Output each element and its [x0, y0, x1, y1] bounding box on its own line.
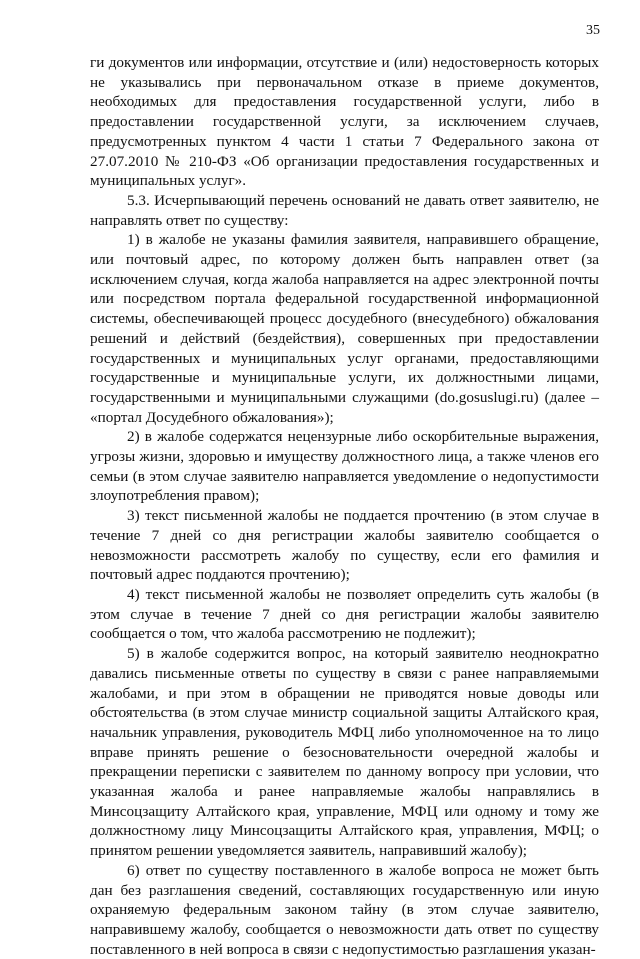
paragraph-item-3: 3) текст письменной жалобы не поддается прочтению (в этом случае в течение 7 дней со дня регистрации жалобы заявителю сообщается о невозможности рассмотреть жалобу по существу, если его фамилия и почтовый адрес поддаются прочтению);: [90, 507, 599, 584]
paragraph-item-4: 4) текст письменной жалобы не позволяет определить суть жалобы (в этом случае в течение 7 дней со дня регистрации жалобы заявителю сообщается о том, что жалоба рассмотрению не подлежит);: [90, 585, 599, 643]
paragraph-continuation: ги документов или информации, отсутствие и (или) недостоверность которых не указывались при первоначальном отказе в приеме документов, необходимых для предоставления государственной услуги, либо в предоставлении государственной услуги, за исключением случаев, предусмотренных пунктом 4 части 1 статьи 7 Федерального закона от 27.07.2010 № 210-ФЗ «Об организации предоставления государственных и муниципальных услуг».: [90, 54, 599, 190]
paragraph-item-5: 5) в жалобе содержится вопрос, на который заявителю неоднократно давались письменные ответы по существу в связи с ранее направляемыми жалобами, и при этом в обращении не приводятся новые доводы или обстоятельства (в этом случае министр социальной защиты Алтайского края, начальник управления, руководитель МФЦ либо уполномоченное на то лицо вправе принять решение о безосновательности очередной жалобы и прекращении переписки с заявителем по данному вопросу при условии, что указанная жалоба и ранее направляемые жалобы направлялись в Минсоцзащиту Алтайского края, управление, МФЦ или одному и тому же должностному лицу Минсоцзащиты Алтайского края, управления, МФЦ; о принятом решении уведомляется заявитель, направивший жалобу);: [90, 645, 599, 860]
page-number: 35: [586, 23, 600, 38]
paragraph-section-5-3: 5.3. Исчерпывающий перечень оснований не давать ответ заявителю, не направлять ответ по существу:: [90, 191, 599, 229]
paragraph-item-6: 6) ответ по существу поставленного в жалобе вопроса не может быть дан без разглашения сведений, составляющих государственную или иную охраняемую федеральным законом тайну (в этом случае заявителю, направившему жалобу, сообщается о невозможности дать ответ по существу поставленного в ней вопроса в связи с недопустимостью разглашения указан-: [90, 861, 599, 958]
document-body: [90, 53, 599, 959]
paragraph-item-2: 2) в жалобе содержатся нецензурные либо оскорбительные выражения, угрозы жизни, здоровью и имуществу должностного лица, а также членов его семьи (в этом случае заявителю направляется уведомление о недопустимости злоупотребления правом);: [90, 428, 599, 505]
paragraph-item-1: 1) в жалобе не указаны фамилия заявителя, направившего обращение, или почтовый адрес, по которому должен быть направлен ответ (за исключением случая, когда жалоба направляется на адрес электронной почты или посредством портала федеральной государственной информационной системы, обеспечивающей процесс досудебного (внесудебного) обжалования решений и действий (бездействия), совершенных при предоставлении государственных и муниципальных услуг органами, предоставляющими государственные и муниципальные услуги, их должностными лицами, государственными и муниципальными служащими (do.gosuslugi.ru) (далее – «портал Досудебного обжалования»);: [90, 231, 599, 426]
